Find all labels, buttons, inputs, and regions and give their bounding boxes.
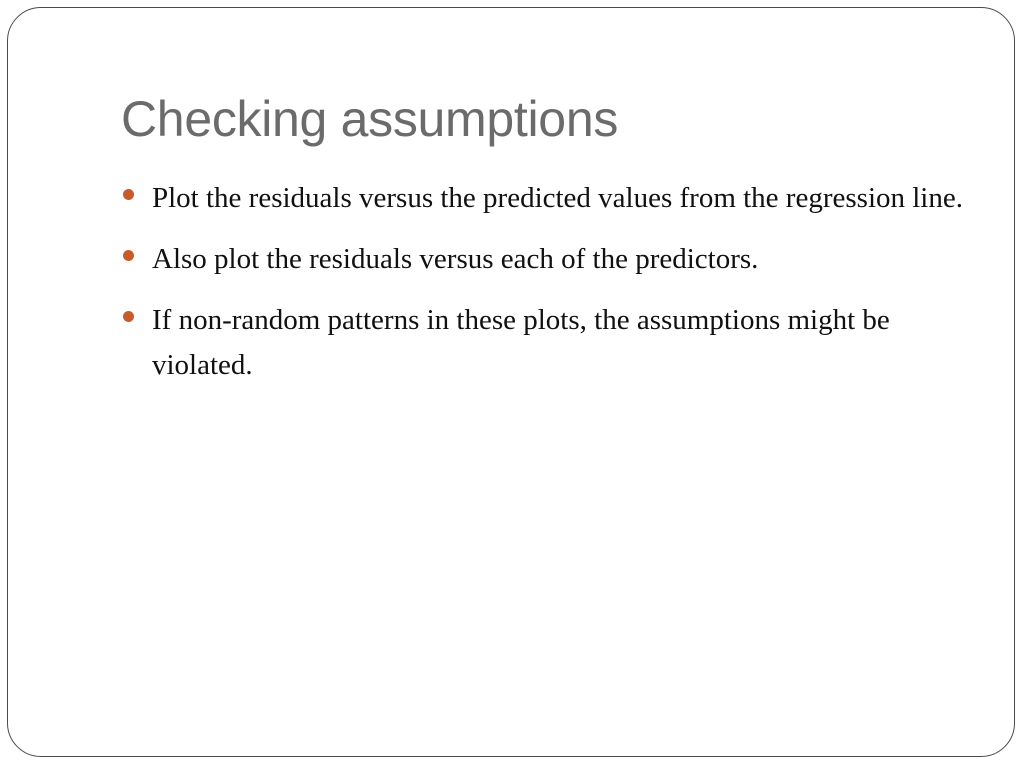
bullet-item: [121, 298, 981, 388]
bullet-text: Also plot the residuals versus each of the predictors.: [152, 243, 759, 275]
bullet-item: [121, 237, 981, 282]
bullet-text: Plot the residuals versus the predicted values from the regression line.: [152, 182, 963, 214]
slide-title: Checking assumptions: [121, 91, 619, 147]
bullet-dot-icon: [123, 311, 134, 322]
bullet-dot-icon: [123, 189, 134, 200]
bullet-dot-icon: [123, 250, 134, 261]
slide-frame: [7, 7, 1015, 757]
bullet-item: [121, 176, 981, 221]
bullet-list: [121, 176, 981, 388]
bullet-text: If non-random patterns in these plots, the assumptions might be violated.: [152, 304, 890, 381]
